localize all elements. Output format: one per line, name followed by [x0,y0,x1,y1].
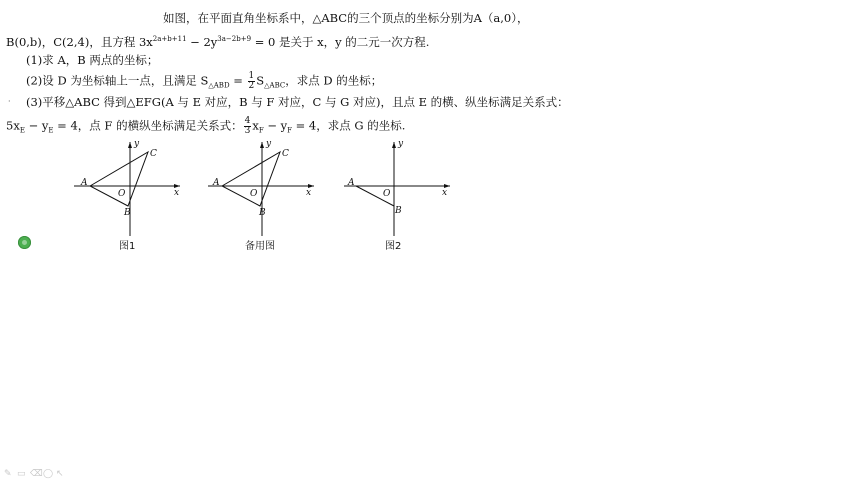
figure-2-diagram [338,138,458,238]
label-c: C [282,149,289,159]
label-x: x [306,188,312,198]
figure-backup-diagram [202,138,322,238]
figure-1-caption: 图1 [119,241,136,252]
figure-backup [202,138,322,242]
problem-intro: 如图，在平面直角坐标系中，△ABC的三个顶点的坐标分别为A（a,0）， [163,11,529,25]
label-x: x [174,188,180,198]
question-3-continued: $5x_E - y_E = 4$，点 F 的横纵坐标满足关系式： $\frac{4}{3}$ $x_F - y_F = 4$，求点 G 的坐标. [6,116,406,136]
shape-icon[interactable]: ◯ [43,469,54,479]
label-b: B [395,206,402,216]
label-o: O [250,189,258,199]
label-x: x [442,188,448,198]
question-2: (2)设 D 为坐标轴上一点，且满足 $S_{\triangle ABD}$ = $\frac{1}{2}$ $S_{\triangle ABC}$，求点 D 的坐标； [26,71,383,91]
label-a: A [213,178,220,188]
figure-1-diagram [68,138,188,238]
label-b: B [259,208,266,218]
fraction-half: $\frac{1}{2}$ [248,71,255,91]
pointer-icon[interactable]: ↖ [56,469,64,479]
annotation-toolbar [4,470,65,479]
bullet-mark: · [8,97,11,106]
label-y: y [266,139,272,149]
label-o: O [118,189,126,199]
label-c: C [150,149,157,159]
label-a: A [81,178,88,188]
question-3: (3)平移△ABC 得到△EFG(A 与 E 对应，B 与 F 对应，C 与 G 对应)，且点 E 的横、纵坐标满足关系式： [26,95,569,109]
label-b: B [124,208,131,218]
question-1: (1)求 A，B 两点的坐标； [26,53,159,67]
label-a: A [348,178,355,188]
y-axis-arrow [392,142,396,148]
y-axis-arrow [128,142,132,148]
y-axis-arrow [260,142,264,148]
figure-2-caption: 图2 [385,241,402,252]
highlighter-icon[interactable]: ▭ [17,469,26,479]
fraction-four-thirds: $\frac{4}{3}$ [244,116,251,136]
label-y: y [134,139,140,149]
label-y: y [398,139,404,149]
figure-2 [338,138,458,242]
problem-line-2: B(0,b)，C(2,4)，且方程 $3x^{2a+b+11} - 2y^{3a-2b+9} = 0$ 是关于 x，y 的二元一次方程. [6,35,430,49]
green-marker-icon[interactable] [18,236,31,249]
problem-line-1 [163,11,529,25]
figure-1 [68,138,188,242]
figure-backup-caption: 备用图 [245,241,275,252]
pen-icon[interactable]: ✎ [4,469,12,479]
eraser-icon[interactable]: ⌫ [30,469,43,479]
label-o: O [383,189,391,199]
